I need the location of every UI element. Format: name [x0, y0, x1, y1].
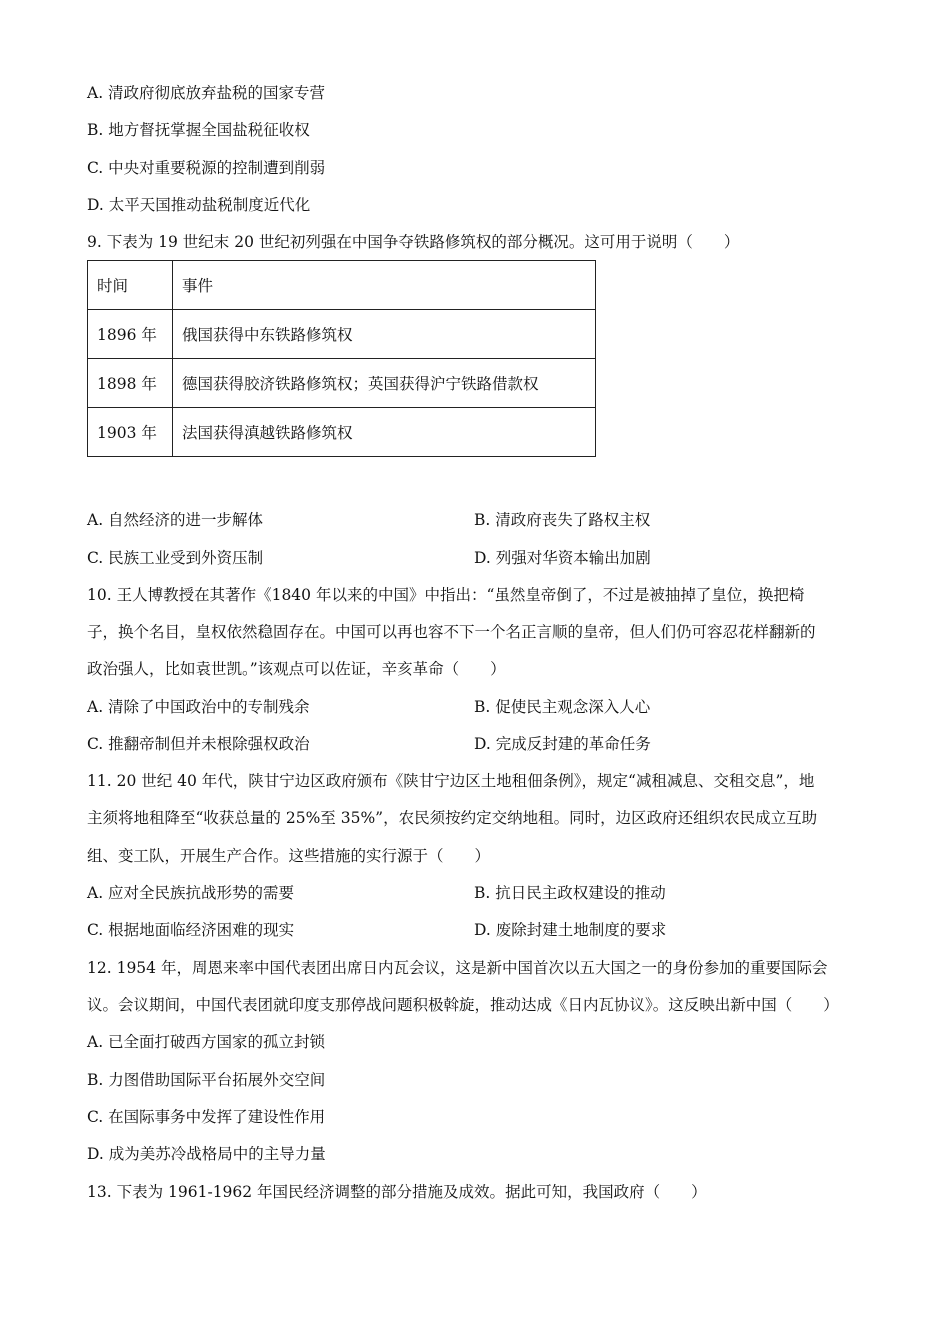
table-cell: 1898 年	[88, 359, 173, 408]
q10-option-c: C. 推翻帝制但并未根除强权政治	[87, 735, 310, 753]
q9-table	[87, 260, 596, 457]
table-row	[88, 359, 596, 408]
q11-stem-line-1: 11. 20 世纪 40 年代，陕甘宁边区政府颁布《陕甘宁边区土地租佃条例》，规定“减租减息、交租交息”，地	[87, 772, 815, 790]
q9-option-a: A. 自然经济的进一步解体	[87, 511, 264, 529]
q12-option-d: D. 成为美苏冷战格局中的主导力量	[87, 1145, 326, 1163]
q12-stem-line-1: 12. 1954 年，周恩来率中国代表团出席日内瓦会议，这是新中国首次以五大国之一的身份参加的重要国际会	[87, 959, 828, 977]
table-cell: 1903 年	[88, 408, 173, 457]
table-cell: 德国获得胶济铁路修筑权；英国获得沪宁铁路借款权	[173, 359, 596, 408]
q9-option-b: B. 清政府丧失了路权主权	[474, 511, 651, 529]
q12-option-b: B. 力图借助国际平台拓展外交空间	[87, 1071, 326, 1089]
q11-option-a: A. 应对全民族抗战形势的需要	[87, 884, 295, 902]
q10-stem-line-3: 政治强人，比如袁世凯。”该观点可以佐证，辛亥革命（ ）	[87, 660, 506, 678]
q12-option-c: C. 在国际事务中发挥了建设性作用	[87, 1108, 326, 1126]
table-cell: 1896 年	[88, 310, 173, 359]
q8-option-a: A. 清政府彻底放弃盐税的国家专营	[87, 84, 326, 102]
table-row	[88, 408, 596, 457]
q11-options-row-1	[87, 881, 887, 903]
q10-stem-line-1: 10. 王人博教授在其著作《1840 年以来的中国》中指出：“虽然皇帝倒了，不过是被抽掉了皇位，换把椅	[87, 586, 805, 604]
table-header-row	[88, 261, 596, 310]
q10-stem-line-2: 子，换个名目，皇权依然稳固存在。中国可以再也容不下一个名正言顺的皇帝，但人们仍可容忍花样翻新的	[87, 623, 816, 641]
table-cell: 法国获得滇越铁路修筑权	[173, 408, 596, 457]
q11-option-c: C. 根据地面临经济困难的现实	[87, 921, 295, 939]
q10-options-row-2	[87, 732, 887, 754]
q10-options-row-1	[87, 695, 887, 717]
q8-option-b: B. 地方督抚掌握全国盐税征收权	[87, 121, 310, 139]
q10-option-a: A. 清除了中国政治中的专制残余	[87, 698, 310, 716]
q12-option-a: A. 已全面打破西方国家的孤立封锁	[87, 1033, 326, 1051]
q11-option-b: B. 抗日民主政权建设的推动	[474, 884, 666, 902]
q11-options-row-2	[87, 918, 887, 940]
table-header-cell: 事件	[173, 261, 596, 310]
q11-option-d: D. 废除封建土地制度的要求	[474, 921, 667, 939]
q9-option-d: D. 列强对华资本输出加剧	[474, 549, 651, 567]
q12-stem-line-2: 议。会议期间，中国代表团就印度支那停战问题积极斡旋，推动达成《日内瓦协议》。这反映出新中国（ ）	[87, 996, 839, 1014]
table-header-cell: 时间	[88, 261, 173, 310]
q8-option-c: C. 中央对重要税源的控制遭到削弱	[87, 159, 326, 177]
table-cell: 俄国获得中东铁路修筑权	[173, 310, 596, 359]
q9-options-row-2	[87, 546, 887, 568]
q13-stem: 13. 下表为 1961-1962 年国民经济调整的部分措施及成效。据此可知，我国政府（ ）	[87, 1183, 707, 1201]
table-row	[88, 310, 596, 359]
q9-stem: 9. 下表为 19 世纪末 20 世纪初列强在中国争夺铁路修筑权的部分概况。这可用于说明（ ）	[87, 233, 740, 251]
q9-option-c: C. 民族工业受到外资压制	[87, 549, 264, 567]
q8-option-d: D. 太平天国推动盐税制度近代化	[87, 196, 311, 214]
q9-options-row-1	[87, 508, 887, 530]
q11-stem-line-2: 主须将地租降至“收获总量的 25%至 35%”，农民须按约定交纳地租。同时，边区政府还组织农民成立互助	[87, 809, 818, 827]
q10-option-b: B. 促使民主观念深入人心	[474, 698, 651, 716]
q10-option-d: D. 完成反封建的革命任务	[474, 735, 651, 753]
q11-stem-line-3: 组、变工队，开展生产合作。这些措施的实行源于（ ）	[87, 847, 491, 865]
